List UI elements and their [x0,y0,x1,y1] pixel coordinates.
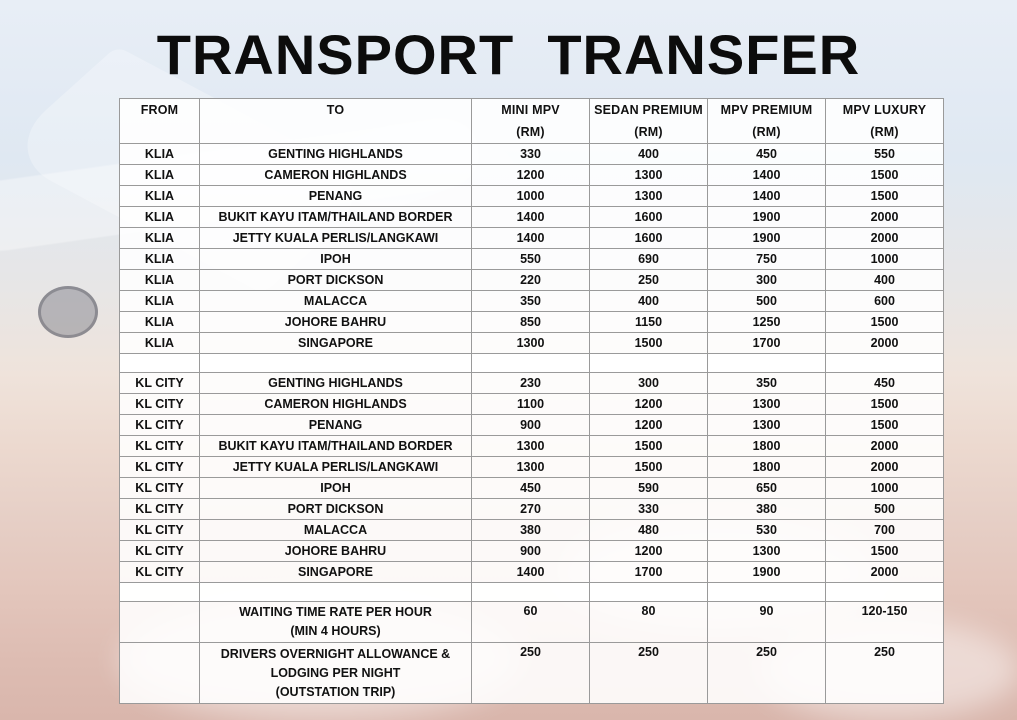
table-cell-empty [590,583,708,602]
table-cell-mpv-luxury: 2000 [826,436,944,457]
table-cell-mini-mpv: 60 [472,602,590,643]
table-cell-mini-mpv: 230 [472,373,590,394]
table-cell-empty [472,354,590,373]
table-cell-mpv-premium: 90 [708,602,826,643]
table-cell-mini-mpv: 1300 [472,457,590,478]
column-header-to: TO [200,99,472,122]
table-cell-mpv-premium: 1400 [708,186,826,207]
table-cell-mini-mpv: 1300 [472,436,590,457]
note-line: (MIN 4 HOURS) [290,624,381,638]
table-cell-from [120,602,200,643]
column-header-mini-mpv: MINI MPV [472,99,590,122]
table-cell-to: PORT DICKSON [200,499,472,520]
table-cell-sedan-premium: 1500 [590,436,708,457]
table-row [120,186,944,207]
table-cell-to: JETTY KUALA PERLIS/LANGKAWI [200,228,472,249]
table-cell-mini-mpv: 1200 [472,165,590,186]
table-cell-mpv-luxury: 1500 [826,541,944,562]
table-cell-sedan-premium: 1150 [590,312,708,333]
table-cell-mini-mpv: 220 [472,270,590,291]
table-cell-sedan-premium: 250 [590,643,708,704]
table-cell-to: SINGAPORE [200,562,472,583]
table-cell-mini-mpv: 1100 [472,394,590,415]
table-header-row-units [120,121,944,144]
table-cell-mpv-premium: 350 [708,373,826,394]
table-cell-empty [472,583,590,602]
table-row [120,270,944,291]
table-cell-mpv-luxury: 2000 [826,562,944,583]
table-cell-sedan-premium: 1300 [590,165,708,186]
table-cell-mini-mpv: 270 [472,499,590,520]
table-cell-mini-mpv: 1000 [472,186,590,207]
table-cell-from: KL CITY [120,541,200,562]
table-cell-empty [826,354,944,373]
column-header-sedan-premium-unit: (RM) [590,121,708,144]
table-cell-mpv-premium: 1800 [708,457,826,478]
table-cell-from: KLIA [120,270,200,291]
table-cell-sedan-premium: 1500 [590,333,708,354]
table-note-row [120,643,944,704]
table-cell-from [120,643,200,704]
table-cell-mpv-premium: 500 [708,291,826,312]
table-cell-mini-mpv: 900 [472,415,590,436]
table-cell-sedan-premium: 1700 [590,562,708,583]
table-row [120,249,944,270]
table-cell-mpv-premium: 1900 [708,228,826,249]
table-row [120,228,944,249]
table-body [120,144,944,704]
table-cell-mini-mpv: 900 [472,541,590,562]
table-cell-sedan-premium: 400 [590,144,708,165]
table-cell-empty [708,354,826,373]
table-cell-to: IPOH [200,478,472,499]
table-cell-mini-mpv: 350 [472,291,590,312]
table-row [120,415,944,436]
column-header-from-unit [120,121,200,144]
table-cell-mini-mpv: 1300 [472,333,590,354]
column-header-mpv-premium-unit: (RM) [708,121,826,144]
table-cell-from: KLIA [120,165,200,186]
table-spacer-row [120,583,944,602]
table-cell-sedan-premium: 1200 [590,541,708,562]
table-cell-from: KL CITY [120,562,200,583]
table-cell-mpv-premium: 450 [708,144,826,165]
table-cell-mpv-premium: 1700 [708,333,826,354]
table-cell-mpv-premium: 750 [708,249,826,270]
table-cell-sedan-premium: 1300 [590,186,708,207]
table-cell-mpv-luxury: 250 [826,643,944,704]
table-row [120,541,944,562]
table-cell-sedan-premium: 1200 [590,394,708,415]
table-row [120,291,944,312]
table-cell-mpv-premium: 1300 [708,415,826,436]
table-cell-sedan-premium: 590 [590,478,708,499]
table-cell-to: GENTING HIGHLANDS [200,373,472,394]
table-cell-note-description [200,602,472,643]
table-cell-mpv-luxury: 450 [826,373,944,394]
table-cell-mini-mpv: 450 [472,478,590,499]
table-cell-note-description [200,643,472,704]
table-cell-empty [708,583,826,602]
table-cell-sedan-premium: 480 [590,520,708,541]
page-title: TRANSPORT TRANSFER [156,23,861,86]
table-cell-sedan-premium: 400 [590,291,708,312]
table-row [120,520,944,541]
table-cell-mpv-premium: 650 [708,478,826,499]
table-cell-from: KLIA [120,312,200,333]
table-cell-mpv-luxury: 120-150 [826,602,944,643]
table-cell-sedan-premium: 80 [590,602,708,643]
table-cell-to: JOHORE BAHRU [200,541,472,562]
table-cell-mpv-luxury: 2000 [826,457,944,478]
table-cell-from: KL CITY [120,457,200,478]
table-cell-to: SINGAPORE [200,333,472,354]
table-row [120,144,944,165]
table-row [120,478,944,499]
table-cell-sedan-premium: 250 [590,270,708,291]
table-row [120,394,944,415]
table-cell-empty [120,583,200,602]
table-row [120,436,944,457]
table-cell-empty [200,354,472,373]
table-cell-mini-mpv: 1400 [472,228,590,249]
table-cell-to: PENANG [200,415,472,436]
table-note-row [120,602,944,643]
note-line: (OUTSTATION TRIP) [275,684,396,699]
table-cell-sedan-premium: 1200 [590,415,708,436]
table-header [120,99,944,144]
table-cell-sedan-premium: 330 [590,499,708,520]
table-row [120,207,944,228]
table-cell-from: KLIA [120,144,200,165]
transport-transfer-table [119,98,944,704]
table-cell-mpv-luxury: 600 [826,291,944,312]
table-cell-mpv-luxury: 1500 [826,394,944,415]
table-cell-mpv-luxury: 550 [826,144,944,165]
table-cell-mpv-premium: 300 [708,270,826,291]
table-cell-empty [120,354,200,373]
table-cell-mpv-premium: 1400 [708,165,826,186]
table-cell-from: KL CITY [120,394,200,415]
table-cell-sedan-premium: 690 [590,249,708,270]
table-cell-mpv-premium: 380 [708,499,826,520]
table-cell-mpv-premium: 1900 [708,562,826,583]
table-cell-mini-mpv: 550 [472,249,590,270]
table-cell-from: KL CITY [120,499,200,520]
table-cell-to: MALACCA [200,520,472,541]
table-cell-mpv-premium: 250 [708,643,826,704]
table-cell-empty [590,354,708,373]
table-cell-sedan-premium: 300 [590,373,708,394]
table-cell-mpv-luxury: 1000 [826,478,944,499]
table-cell-mini-mpv: 250 [472,643,590,704]
table-cell-mpv-premium: 1250 [708,312,826,333]
table-cell-from: KLIA [120,228,200,249]
table-cell-mini-mpv: 1400 [472,207,590,228]
table-cell-mpv-luxury: 1500 [826,415,944,436]
table-cell-mpv-premium: 1300 [708,394,826,415]
table-cell-from: KLIA [120,291,200,312]
table-cell-mpv-luxury: 2000 [826,333,944,354]
table-cell-mpv-luxury: 400 [826,270,944,291]
column-header-from: FROM [120,99,200,122]
table-cell-from: KLIA [120,333,200,354]
table-cell-from: KL CITY [120,520,200,541]
table-cell-from: KLIA [120,207,200,228]
table-cell-to: GENTING HIGHLANDS [200,144,472,165]
table-cell-to: JOHORE BAHRU [200,312,472,333]
note-line: WAITING TIME RATE PER HOUR [239,605,432,619]
table-header-row-primary [120,99,944,122]
table-cell-mpv-premium: 1800 [708,436,826,457]
table-cell-mini-mpv: 330 [472,144,590,165]
transport-transfer-table-wrap [119,98,941,704]
table-row [120,373,944,394]
table-cell-to: BUKIT KAYU ITAM/THAILAND BORDER [200,436,472,457]
table-cell-to: CAMERON HIGHLANDS [200,394,472,415]
table-cell-mini-mpv: 1400 [472,562,590,583]
table-cell-empty [200,583,472,602]
table-row [120,457,944,478]
table-cell-sedan-premium: 1600 [590,207,708,228]
table-row [120,165,944,186]
table-cell-from: KLIA [120,249,200,270]
table-spacer-row [120,354,944,373]
column-header-mpv-luxury: MPV LUXURY [826,99,944,122]
table-cell-from: KL CITY [120,373,200,394]
table-cell-to: BUKIT KAYU ITAM/THAILAND BORDER [200,207,472,228]
table-cell-mpv-luxury: 2000 [826,207,944,228]
table-cell-to: CAMERON HIGHLANDS [200,165,472,186]
table-cell-mpv-premium: 1900 [708,207,826,228]
note-line: LODGING PER NIGHT [270,665,401,680]
table-row [120,333,944,354]
table-row [120,499,944,520]
table-cell-mpv-luxury: 1500 [826,186,944,207]
column-header-to-unit [200,121,472,144]
table-cell-empty [826,583,944,602]
table-cell-to: MALACCA [200,291,472,312]
table-cell-to: JETTY KUALA PERLIS/LANGKAWI [200,457,472,478]
note-line: DRIVERS OVERNIGHT ALLOWANCE & [220,646,451,661]
table-cell-mpv-luxury: 700 [826,520,944,541]
table-cell-from: KL CITY [120,415,200,436]
table-cell-mpv-luxury: 1000 [826,249,944,270]
table-cell-mini-mpv: 380 [472,520,590,541]
table-cell-mpv-luxury: 1500 [826,165,944,186]
column-header-mpv-luxury-unit: (RM) [826,121,944,144]
table-cell-from: KL CITY [120,436,200,457]
column-header-sedan-premium: SEDAN PREMIUM [590,99,708,122]
table-cell-to: PENANG [200,186,472,207]
table-cell-mpv-premium: 530 [708,520,826,541]
column-header-mpv-premium: MPV PREMIUM [708,99,826,122]
table-cell-to: PORT DICKSON [200,270,472,291]
table-cell-sedan-premium: 1600 [590,228,708,249]
table-row [120,312,944,333]
table-cell-mpv-premium: 1300 [708,541,826,562]
table-cell-from: KL CITY [120,478,200,499]
column-header-mini-mpv-unit: (RM) [472,121,590,144]
table-cell-mini-mpv: 850 [472,312,590,333]
table-cell-mpv-luxury: 1500 [826,312,944,333]
table-cell-from: KLIA [120,186,200,207]
table-row [120,562,944,583]
table-cell-to: IPOH [200,249,472,270]
table-cell-mpv-luxury: 500 [826,499,944,520]
table-cell-sedan-premium: 1500 [590,457,708,478]
table-cell-mpv-luxury: 2000 [826,228,944,249]
